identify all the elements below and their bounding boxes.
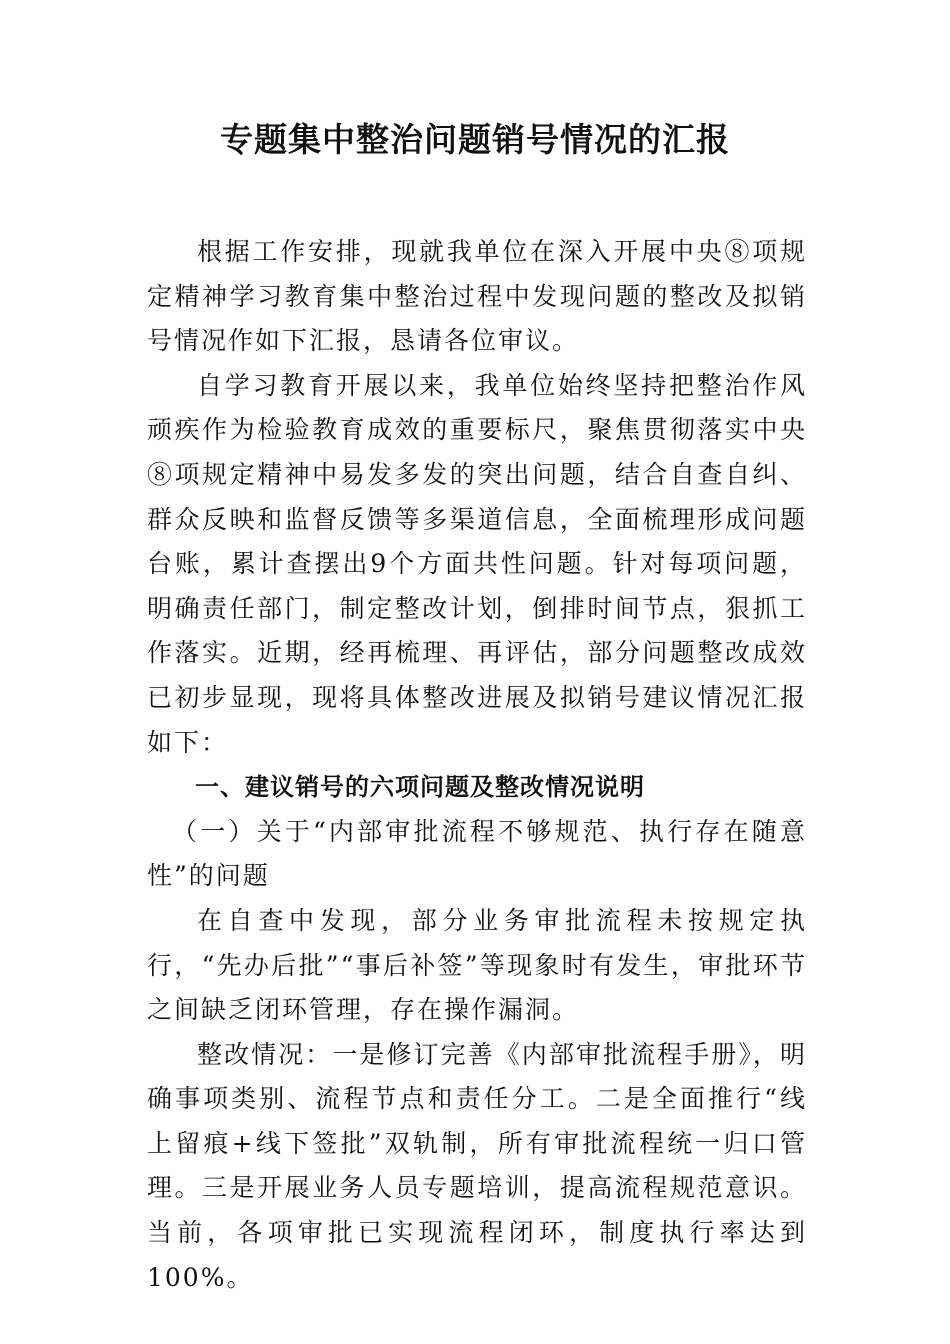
- section-heading: 一、建议销号的六项问题及整改情况说明: [195, 773, 645, 802]
- rectification-paragraph: 整改情况：一是修订完善《内部审批流程手册》，明确事项类别、流程节点和责任分工。二是全面推行“线上留痕+线下签批”双轨制，所有审批流程统一归口管理。三是开展业务人员专题培训，提高流程规范意识。当前，各项审批已实现流程闭环，制度执行率达到100%。: [147, 1039, 807, 1292]
- subsection-heading: （一）关于“内部审批流程不够规范、执行存在随意性”的问题: [147, 816, 807, 891]
- document-body: [147, 230, 807, 1300]
- issue-paragraph: 在自查中发现，部分业务审批流程未按规定执行，“先办后批”“事后补签”等现象时有发生，审批环节之间缺乏闭环管理，存在操作漏洞。: [147, 905, 807, 1025]
- background-paragraph: 自学习教育开展以来，我单位始终坚持把整治作风顽疾作为检验教育成效的重要标尺，聚焦贯彻落实中央⑧项规定精神中易发多发的突出问题，结合自查自纠、群众反映和监督反馈等多渠道信息，全面梳理形成问题台账，累计查摆出9个方面共性问题。针对每项问题，明确责任部门，制定整改计划，倒排时间节点，狠抓工作落实。近期，经再梳理、再评估，部分问题整改成效已初步显现，现将具体整改进展及拟销号建议情况汇报如下：: [147, 370, 807, 757]
- intro-paragraph: 根据工作安排，现就我单位在深入开展中央⑧项规定精神学习教育集中整治过程中发现问题的整改及拟销号情况作如下汇报，恳请各位审议。: [147, 237, 807, 356]
- document-title: 专题集中整治问题销号情况的汇报: [220, 120, 730, 159]
